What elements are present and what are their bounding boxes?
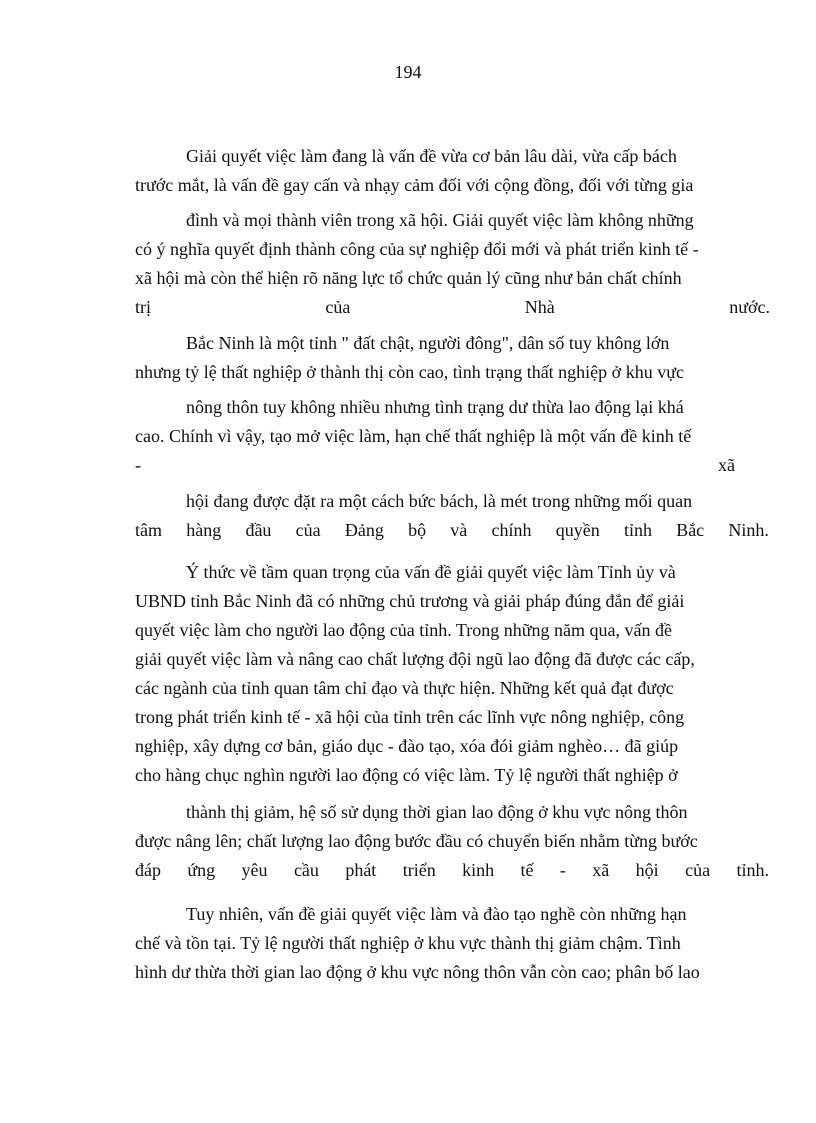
text-line: cho hàng chục nghìn người lao động có việc làm. Tỷ lệ người thất nghiệp ở [135, 765, 678, 785]
text-line: nhưng tỷ lệ thất nghiệp ở thành thị còn cao, tình trạng thất nghiệp ở khu vực [135, 362, 684, 382]
word: kinh [462, 860, 495, 880]
text-line: quyết việc làm cho người lao động của tỉnh. Trong những năm qua, vấn đề [135, 620, 672, 640]
word: của [325, 297, 351, 317]
text-line: nông thôn tuy không nhiều nhưng tình trạng dư thừa lao động lại khá [186, 397, 684, 417]
text-line: Bắc Ninh là một tỉnh " đất chật, người đông", dân số tuy không lớn [186, 333, 670, 353]
text-line: hội đang được đặt ra một cách bức bách, là mét trong những mối quan [186, 491, 693, 511]
word: tỉnh [623, 520, 652, 540]
text-line: cao. Chính vì vậy, tạo mở việc làm, hạn chế thất nghiệp là một vấn đề kinh tế [135, 426, 692, 446]
text-line-justified [135, 295, 770, 319]
word: tỉnh. [736, 860, 769, 880]
text-line: các ngành của tỉnh quan tâm chỉ đạo và thực hiện. Những kết quả đạt được [135, 678, 674, 698]
text-line: có ý nghĩa quyết định thành công của sự nghiệp đổi mới và phát triển kinh tế - [135, 239, 699, 259]
word: yêu [241, 860, 268, 880]
word: của [295, 520, 321, 540]
word: phát [345, 860, 377, 880]
word: bộ [408, 520, 427, 540]
text-line: UBND tỉnh Bắc Ninh đã có những chủ trương và giải pháp đúng đắn để giải [135, 591, 685, 611]
word: đầu [245, 520, 272, 540]
text-line: hình dư thừa thời gian lao động ở khu vực nông thôn vẫn còn cao; phân bố lao [135, 962, 700, 982]
word: - [135, 455, 141, 475]
word: đáp [135, 860, 161, 880]
word: tâm [135, 520, 162, 540]
word: tế [520, 860, 534, 880]
word: - [559, 860, 566, 880]
word: ứng [187, 860, 216, 880]
text-line: trước mắt, là vấn đề gay cấn và nhạy cảm đối với cộng đồng, đối với từng gia [135, 175, 694, 195]
text-line: đình và mọi thành viên trong xã hội. Giải quyết việc làm không những [186, 210, 694, 230]
word: chính [491, 520, 532, 540]
word: quyền [555, 520, 600, 540]
text-line: giải quyết việc làm và nâng cao chất lượng đội ngũ lao động đã được các cấp, [135, 649, 695, 669]
word: Bắc [676, 520, 705, 540]
text-line: Tuy nhiên, vấn đề giải quyết việc làm và đào tạo nghề còn những hạn [186, 904, 687, 924]
word: Đảng [344, 520, 384, 540]
word: của [685, 860, 711, 880]
text-line: thành thị giảm, hệ số sử dụng thời gian lao động ở khu vực nông thôn [186, 802, 688, 822]
word: trị [135, 297, 151, 317]
text-line: nghiệp, xây dựng cơ bản, giáo dục - đào tạo, xóa đói giảm nghèo… đã giúp [135, 736, 679, 756]
text-line: trong phát triển kinh tế - xã hội của tỉnh trên các lĩnh vực nông nghiệp, công [135, 707, 685, 727]
text-line: chế và tồn tại. Tỷ lệ người thất nghiệp ở khu vực thành thị giảm chậm. Tình [135, 933, 681, 953]
page-number: 194 [394, 62, 422, 82]
text-line: Ý thức về tầm quan trọng của vấn đề giải quyết việc làm Tỉnh ủy và [186, 562, 676, 582]
text-line: xã hội mà còn thể hiện rõ năng lực tổ chức quản lý cũng như bản chất chính [135, 268, 682, 288]
word: xã [718, 455, 735, 475]
text-line: được nâng lên; chất lượng lao động bước đầu có chuyển biến nhằm từng bước [135, 831, 698, 851]
word: hội [635, 860, 659, 880]
word: nước. [729, 297, 770, 317]
word: xã [592, 860, 610, 880]
word: Ninh. [728, 520, 769, 540]
word: và [450, 520, 468, 540]
word: triển [402, 860, 436, 880]
word: hàng [186, 520, 222, 540]
text-line-justified [135, 453, 735, 477]
text-line-justified [135, 518, 769, 542]
word: Nhà [524, 297, 555, 317]
word: cầu [293, 860, 319, 880]
text-line-justified [135, 858, 769, 882]
text-line: Giải quyết việc làm đang là vấn đề vừa cơ bản lâu dài, vừa cấp bách [186, 146, 677, 166]
